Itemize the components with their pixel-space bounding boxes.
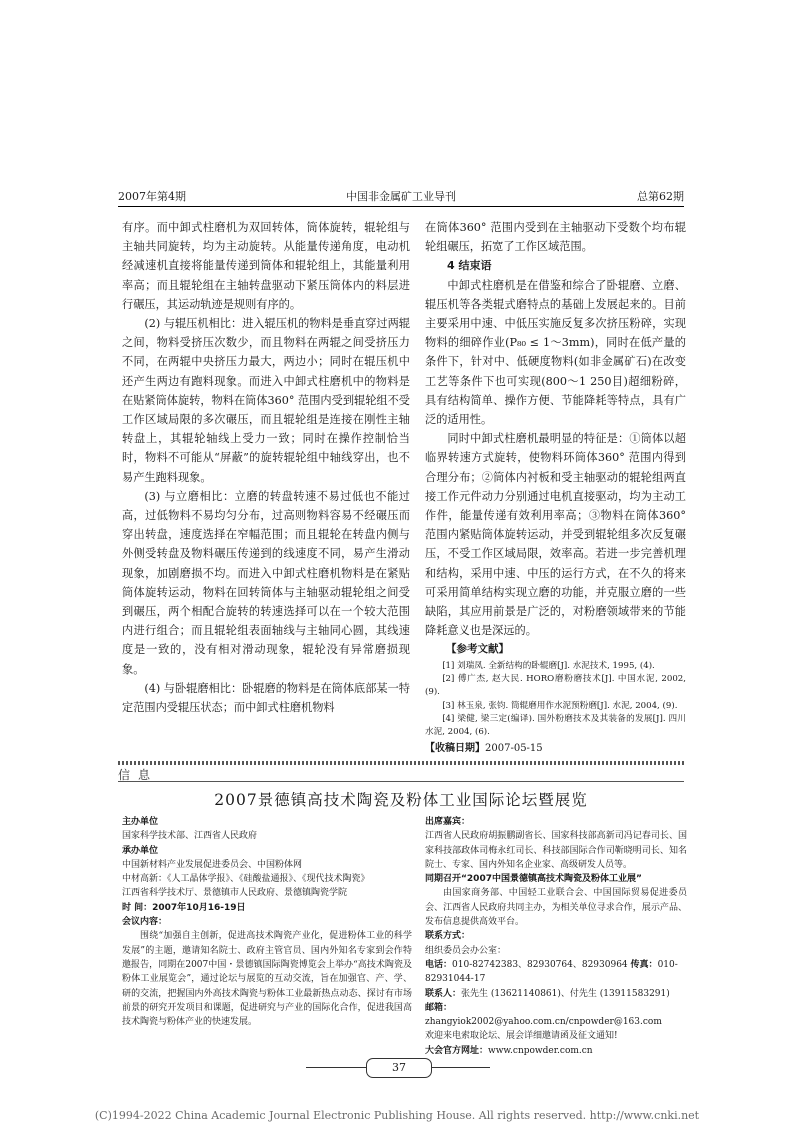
welcome-text: 欢迎来电索取论坛、展会详细邀请函及征文通知!: [425, 1031, 618, 1042]
website-label: 大会官方网址：: [425, 1045, 489, 1056]
header-rule: [118, 206, 684, 207]
organizer-text: 江西省科学技术厅、景德镇市人民政府、景德镇陶瓷学院: [122, 888, 348, 899]
references-heading: 【参考文献】: [446, 643, 509, 656]
section-heading: 4 结束语: [447, 259, 492, 273]
paragraph: 在筒体360° 范围内受到在主轴驱动下受数个均布辊轮组碾压，拓宽了工作区域范围。: [425, 221, 686, 254]
reference-item: [1] 刘瑞凤. 全新结构的卧辊磨[J]. 水泥技术, 1995, (4).: [442, 660, 655, 671]
received-date: [425, 739, 686, 758]
time-line: 时 间：2007年10月16-19日: [122, 902, 246, 913]
concurrent-heading: 同期召开“2007中国景德镇高技术陶瓷及粉体工业展”: [425, 874, 642, 885]
phone-value: 010-82742383、82930764、82930964: [452, 959, 628, 970]
dotted-separator: [118, 761, 684, 765]
left-column: [122, 218, 410, 717]
page-rule-left: [306, 1067, 366, 1068]
right-column: [425, 218, 686, 759]
copyright-footer: (C)1994-2022 China Academic Journal Electronic Publishing House. All rights reserved. http://www.cnki.net: [94, 1109, 700, 1122]
phone-line: [425, 958, 687, 987]
journal-title: 中国非金属矿工业导刊: [346, 190, 456, 203]
organizer-text: 中材高新：《人工晶体学报》、《硅酸盐通报》、《现代技术陶瓷》: [122, 874, 370, 885]
contact-org: 组织委员会办公室：: [425, 945, 507, 956]
received-value: 2007-05-15: [485, 743, 543, 755]
email-line: [425, 1001, 687, 1030]
paragraph: (2) 与辊压机相比：进入辊压机的物料是垂直穿过两辊之间，物料受挤压次数少，而且物料在两辊之间受挤压力不同，在两辊中央挤压力最大，两边小；同时在辊压机中还产生两边有跑料现象。而进入中卸式柱磨机中的物料是在贴紧筒体旋转，物料在筒体360° 范围内受到辊轮组不受工作区域局限的多次碾压，而且辊轮组是连接在刚性主轴转盘上，其辊轮轴线上受力一致；同时在操作控制恰当时，物料不可能从“屏蔽”的旋转辊轮组中轴线穿出，也不易产生跑料现象。: [122, 317, 410, 484]
content-heading: 会议内容：: [122, 917, 168, 928]
fax-label: 传真：: [630, 959, 658, 970]
received-label: 【收稿日期】: [425, 743, 485, 755]
phone-label: 电话：: [425, 959, 453, 970]
email-value: zhangyiok2002@yahoo.com.cn/cnpowder@163.com: [425, 1017, 662, 1028]
total-issue-label: 总第62期: [637, 190, 684, 203]
content-text: 围绕“加强自主创新，促进高技术陶瓷产业化，促进粉体工业的科学发展”的主题，邀请知名院士、政府主管官员、国内外知名专家到会作特邀报告，同期在2007中国・景德镇国际陶瓷博览会上举办“高技术陶瓷及粉体工业展览会”，通过论坛与展览的互动交流，旨在加强官、产、学、研的交流，把握国内外高技术陶瓷与粉体工业最新热点动态、探讨有市场前景的研究开发项目和课题，促进研究与产业的国际化合作，促进我国高技术陶瓷与粉体产业的快速发展。: [122, 931, 412, 1028]
contact-person-value: 张先生 (13621140861)、付先生 (13911583291): [461, 988, 670, 999]
paragraph: 同时中卸式柱磨机最明显的特征是：①筒体以超临界转速方式旋转，使物料环筒体360° 范围内得到合理分布；②筒体内衬板和受主轴驱动的辊轮组两直接工作元件动力分别通过电机直接驱动，均为主动工作件，能量传递有效利用率高；③物料在筒体360° 范围内紧贴筒体旋转运动，并受到辊轮组多次反复碾压，不受工作区域局限，效率高。若进一步完善机理和结构，采用中速、中压的运行方式，在不久的将来可采用简单结构实现立磨的功能，并克服立磨的一些缺陷，其应用前景是广泛的，对粉磨领域带来的节能降耗意义也是深远的。: [425, 432, 686, 638]
issue-label: 2007年第4期: [118, 190, 186, 203]
organizer-heading: 承办单位: [122, 845, 159, 856]
contact-person-line: [425, 987, 687, 1001]
paragraph: 中卸式柱磨机是在借鉴和综合了卧辊磨、立磨、辊压机等各类辊式磨特点的基础上发展起来的。目前主要采用中速、中低压实施反复多次挤压粉碎，实现物料的细碎作业(P₈₀ ≤ 1～3mm)，同时在低产量的条件下，针对中、低硬度物料(如非金属矿石)在改变工艺等条件下也可实现(800～1 250目)超细粉碎，具有结构简单、操作方便、节能降耗等特点，具有广泛的适用性。: [425, 278, 686, 427]
reference-item: [3] 林玉泉, 张钧. 筒辊磨用作水泥预粉磨[J]. 水泥, 2004, (9).: [442, 700, 678, 711]
fax-value: 010-82931044-17: [425, 959, 678, 985]
reference-item: [2] 傅广杰, 赵大民. HORO磨粉磨技术[J]. 中国水泥, 2002, (9).: [425, 673, 686, 698]
email-label: 邮箱：: [425, 1002, 453, 1013]
info-rule: [118, 781, 684, 782]
paragraph: 有序。而中卸式柱磨机为双回转体，筒体旋转，辊轮组与主轴共同旋转，均为主动旋转。从能量传递角度，电动机经减速机直接将能量传递到筒体和辊轮组上，其能量利用率高；而且辊轮组在主轴转盘驱动下紧压筒体内的料层进行碾压，其运动轨迹是规则有序的。: [122, 221, 410, 311]
reference-item: [4] 梁健, 梁三定(编译). 国外粉磨技术及其装备的发展[J]. 四川水泥, 2004, (6).: [425, 713, 686, 738]
contact-person-label: 联系人：: [425, 988, 462, 999]
page-number: 37: [366, 1058, 432, 1078]
website-line: [425, 1044, 687, 1058]
guests-text: 江西省人民政府胡振鹏副省长、国家科技部高新司冯记春司长、国家科技部政体司梅永红司长、科技部国际合作司靳晓明司长、知名院士、专家、国内外知名企业家、高级研发人员等。: [425, 831, 687, 870]
info-left-column: [122, 815, 412, 1029]
contact-heading: 联系方式：: [425, 931, 471, 942]
running-header: [118, 188, 684, 206]
info-title: 2007景德镇高技术陶瓷及粉体工业国际论坛暨展览: [214, 791, 588, 809]
website-value: www.cnpowder.com.cn: [488, 1045, 593, 1056]
guests-heading: 出席嘉宾：: [425, 817, 471, 827]
concurrent-text: 由国家商务部、中国轻工业联合会、中国国际贸易促进委员会、江西省人民政府共同主办，为相关单位寻求合作，展示产品、发布信息提供高效平台。: [425, 888, 687, 928]
sponsor-heading: 主办单位: [122, 817, 159, 827]
paragraph: (3) 与立磨相比：立磨的转盘转速不易过低也不能过高，过低物料不易均匀分布，过高则物料容易不经碾压而穿出转盘，速度选择在窄幅范围；而且辊轮在转盘内侧与外侧受转盘及物料碾压传递到的线速度不同，易产生滑动现象，加剧磨损不均。而进入中卸式柱磨机物料是在紧贴筒体旋转运动，物料在回转筒体与主轴驱动辊轮组之间受到碾压，两个相配合旋转的转速选择可以在一个较大范围内进行组合；而且辊轮组表面轴线与主轴同心圆，其线速度是一致的，没有相对滑动现象，辊轮没有异常磨损现象。: [122, 489, 410, 676]
sponsor-text: 国家科学技术部、江西省人民政府: [122, 831, 258, 842]
info-right-column: [425, 815, 687, 1058]
paragraph: (4) 与卧辊磨相比：卧辊磨的物料是在筒体底部某一特定范围内受辊压状态；而中卸式柱磨机物料: [122, 681, 410, 715]
page-rule-right: [430, 1067, 490, 1068]
organizer-text: 中国新材料产业发展促进委员会、中国粉体网: [122, 859, 303, 870]
info-tag: 信息: [118, 768, 159, 782]
